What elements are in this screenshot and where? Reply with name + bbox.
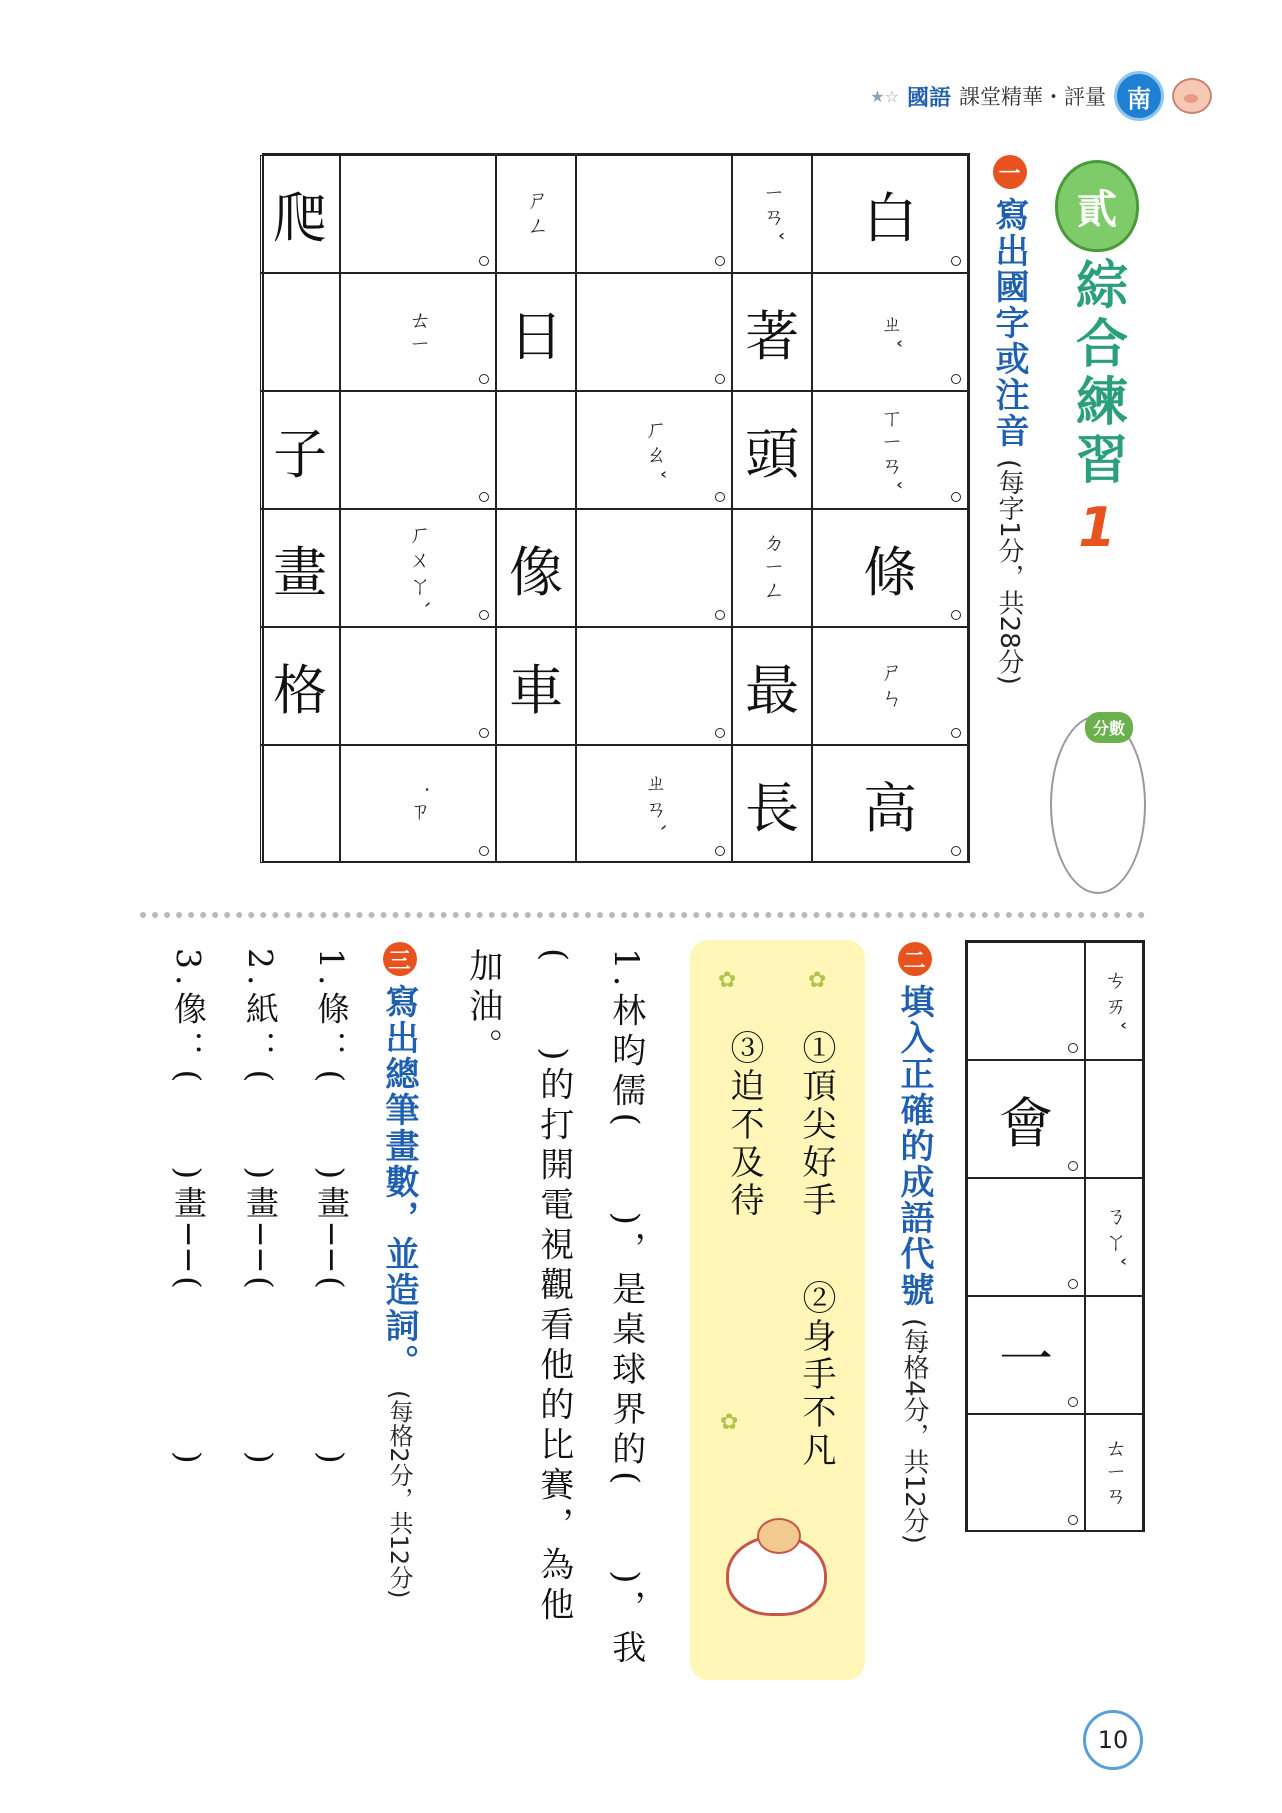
section2-sentence-col-2: ( )的打開電視觀看他的比賽，為他 xyxy=(533,948,574,1627)
grid-zhuyin-cell: 格 xyxy=(260,627,340,745)
grid-char-cell: 白 xyxy=(812,155,968,273)
grid-zhuyin-cell: 頭 xyxy=(732,391,812,509)
banner-number: 1 xyxy=(1078,496,1116,559)
answer-dot-icon xyxy=(479,728,489,738)
answer-dot-icon xyxy=(715,846,725,856)
answer-dot-icon xyxy=(479,256,489,266)
idiom-option-3: ③迫不及待 xyxy=(724,1030,764,1220)
header-subject: 國語 xyxy=(906,85,951,111)
pig-mascot-icon xyxy=(1172,78,1212,114)
grid-zhuyin-cell[interactable] xyxy=(496,391,576,509)
grid-zhuyin-cell: 像 xyxy=(496,509,576,627)
answer-dot-icon xyxy=(951,492,961,502)
section3-item-1[interactable]: 1.條：( )畫──( ) xyxy=(312,948,351,1470)
flower-icon: ✿ xyxy=(720,1410,739,1435)
section1-scoring: (每字1分，共28分) xyxy=(994,459,1024,685)
grid-zhuyin-cell: ㄊㄧㄢ xyxy=(1085,1414,1143,1532)
title-banner xyxy=(1055,160,1139,559)
answer-dot-icon xyxy=(951,728,961,738)
grid-char-cell: ㄓˇ xyxy=(812,273,968,391)
grid-zhuyin-cell: ㄧㄢˇ xyxy=(732,155,812,273)
answer-dot-icon xyxy=(479,846,489,856)
grid-char-cell[interactable] xyxy=(340,627,496,745)
grid-char-cell: ㄕㄣ xyxy=(812,627,968,745)
section3-item-2[interactable]: 2.紙：( )畫──( ) xyxy=(241,948,280,1470)
answer-dot-icon xyxy=(715,374,725,384)
grid-zhuyin-cell[interactable] xyxy=(1085,1296,1143,1414)
answer-dot-icon xyxy=(479,492,489,502)
grid-char-cell: ㄊㄧ xyxy=(340,273,496,391)
section2-answer-grid xyxy=(965,940,1145,1532)
section3-scoring: (每格2分，共12分) xyxy=(385,1390,413,1599)
grid-char-cell: 一 xyxy=(967,1296,1085,1414)
section2-heading xyxy=(890,942,939,1544)
idiom-option-1: ①頂尖好手 xyxy=(796,1030,836,1220)
grid-zhuyin-cell: 日 xyxy=(496,273,576,391)
banner-title: 綜合練習 xyxy=(1066,258,1127,490)
grid-zhuyin-cell: 長 xyxy=(732,745,812,863)
grid-zhuyin-cell: ㄕㄥ xyxy=(496,155,576,273)
grid-zhuyin-cell: 著 xyxy=(732,273,812,391)
section3-item-3[interactable]: 3.像：( )畫──( ) xyxy=(169,948,208,1470)
section1-number: 一 xyxy=(993,155,1027,189)
grid-char-cell[interactable] xyxy=(576,509,732,627)
grid-char-cell[interactable] xyxy=(967,1414,1085,1532)
section2-number: 二 xyxy=(898,942,932,976)
grid-char-cell[interactable] xyxy=(576,155,732,273)
section1-title: 寫出國字或注音 xyxy=(989,197,1029,449)
grid-char-cell: ㄓㄢˋ xyxy=(576,745,732,863)
answer-dot-icon xyxy=(715,492,725,502)
grid-char-cell[interactable] xyxy=(576,273,732,391)
section3-title: 寫出總筆畫數，並造詞。 xyxy=(379,984,419,1380)
grid-char-cell: ㄒㄧㄢˇ xyxy=(812,391,968,509)
grid-char-cell: ˙ㄗ xyxy=(340,745,496,863)
score-label: 分數 xyxy=(1085,712,1133,743)
section3-heading xyxy=(375,942,424,1599)
grid-char-cell: 高 xyxy=(812,745,968,863)
section1-answer-grid xyxy=(262,153,970,863)
header-badge: 南 xyxy=(1114,71,1164,121)
grid-char-cell: 會 xyxy=(967,1060,1085,1178)
flower-icon: ✿ xyxy=(718,968,737,993)
answer-dot-icon xyxy=(1068,1279,1078,1289)
answer-dot-icon xyxy=(1068,1397,1078,1407)
grid-zhuyin-cell: ㄋㄚˇ xyxy=(1085,1178,1143,1296)
hen-mascot-icon xyxy=(726,1535,827,1616)
flower-icon: ✿ xyxy=(808,968,827,993)
answer-dot-icon xyxy=(951,610,961,620)
grid-zhuyin-cell: 車 xyxy=(496,627,576,745)
section-divider xyxy=(140,912,1145,918)
star-icon: ★☆ xyxy=(870,86,899,106)
answer-dot-icon xyxy=(715,728,725,738)
section2-title: 填入正確的成語代號 xyxy=(894,984,934,1308)
answer-dot-icon xyxy=(1068,1043,1078,1053)
grid-zhuyin-cell[interactable] xyxy=(496,745,576,863)
grid-char-cell: 條 xyxy=(812,509,968,627)
section2-sentence-col-1: 1.林昀儒( )，是桌球界的( )，我 xyxy=(605,948,646,1670)
grid-zhuyin-cell[interactable] xyxy=(1085,1060,1143,1178)
answer-dot-icon xyxy=(715,256,725,266)
balloon-icon: 貳 xyxy=(1055,160,1139,252)
answer-dot-icon xyxy=(951,846,961,856)
answer-dot-icon xyxy=(715,610,725,620)
page-number: 10 xyxy=(1083,1710,1143,1770)
grid-char-cell[interactable] xyxy=(967,942,1085,1060)
grid-char-cell: ㄏㄠˇ xyxy=(576,391,732,509)
section3-number: 三 xyxy=(383,942,417,976)
answer-dot-icon xyxy=(479,610,489,620)
section2-scoring: (每格4分，共12分) xyxy=(899,1318,929,1544)
grid-zhuyin-cell: 畫 xyxy=(260,509,340,627)
section1-heading xyxy=(985,155,1034,685)
grid-zhuyin-cell: ㄉㄧㄥ xyxy=(732,509,812,627)
answer-dot-icon xyxy=(479,374,489,384)
grid-char-cell[interactable] xyxy=(340,155,496,273)
grid-char-cell[interactable] xyxy=(967,1178,1085,1296)
grid-char-cell[interactable] xyxy=(576,627,732,745)
answer-dot-icon xyxy=(951,374,961,384)
grid-zhuyin-cell: 子 xyxy=(260,391,340,509)
grid-zhuyin-cell[interactable] xyxy=(260,273,340,391)
answer-dot-icon xyxy=(951,256,961,266)
section2-sentence-col-3: 加油。 xyxy=(462,948,503,1068)
grid-zhuyin-cell[interactable] xyxy=(260,745,340,863)
idiom-options-box xyxy=(690,940,865,1680)
grid-zhuyin-cell: 爬 xyxy=(260,155,340,273)
idiom-option-2: ②身手不凡 xyxy=(796,1280,836,1470)
grid-char-cell: ㄏㄨㄚˋ xyxy=(340,509,496,627)
page-header xyxy=(870,78,1212,114)
header-title: 課堂精華・評量 xyxy=(959,85,1106,109)
grid-char-cell[interactable] xyxy=(340,391,496,509)
grid-zhuyin-cell: 最 xyxy=(732,627,812,745)
grid-zhuyin-cell: ㄘㄞˇ xyxy=(1085,942,1143,1060)
answer-dot-icon xyxy=(1068,1515,1078,1525)
answer-dot-icon xyxy=(1068,1161,1078,1171)
